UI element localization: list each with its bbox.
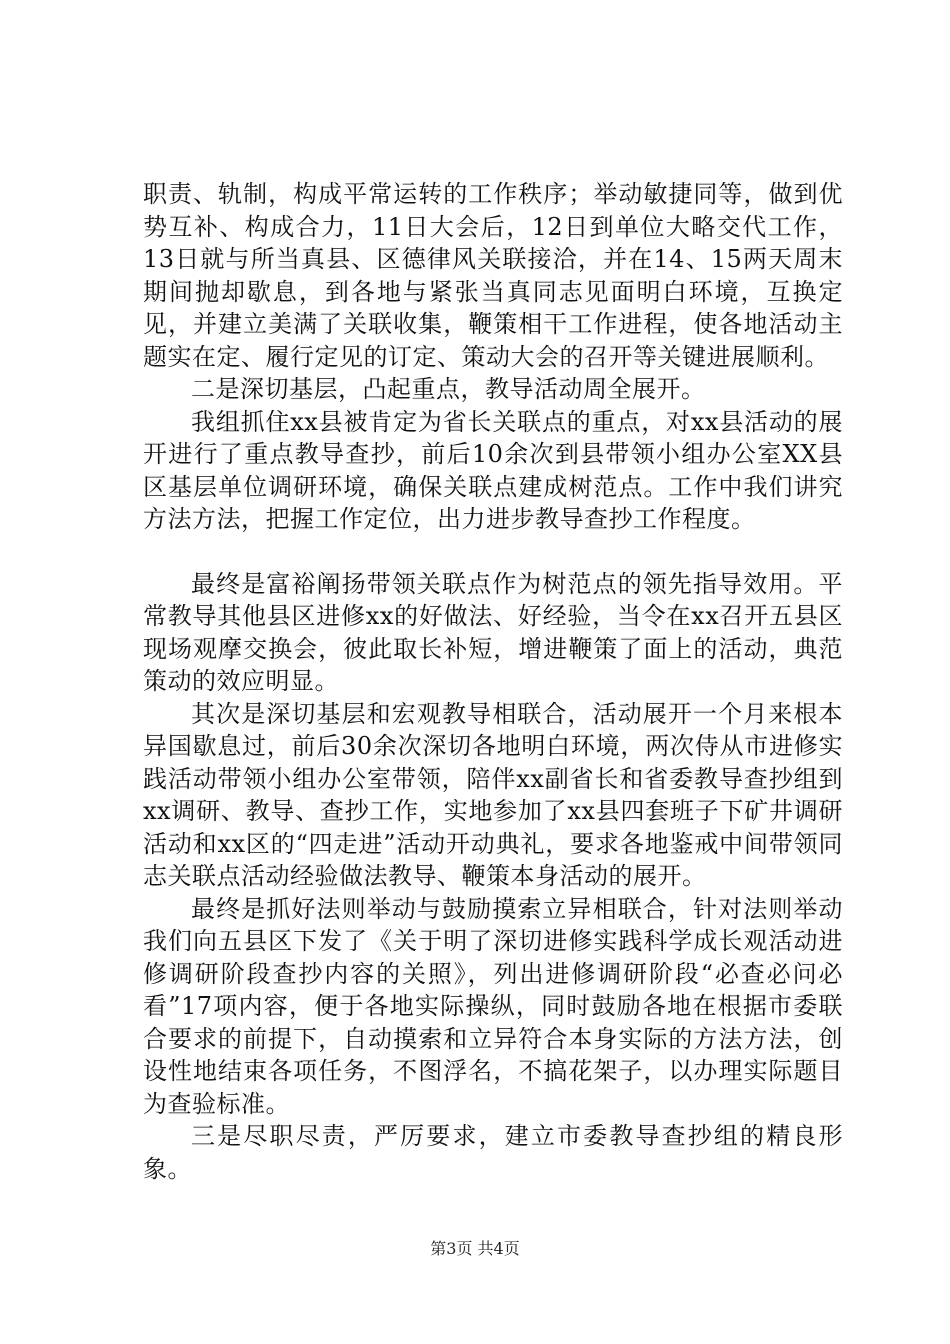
document-body — [143, 178, 843, 1185]
paragraph-spacer — [143, 536, 843, 568]
paragraph-continued: 职责、轨制，构成平常运转的工作秩序；举动敏捷同等，做到优势互补、构成合力，11日大会后，12日到单位大略交代工作，13日就与所当真县、区德律风关联接洽，并在14、15两天周末期间抛却歇息，到各地与紧张当真同志见面明白环境，互换定见，并建立美满了关联收集，鞭策相干工作进程，使各地活动主题实在定、履行定见的订定、策动大会的召开等关键进展顺利。 — [143, 180, 843, 371]
paragraph-focus-guidance: 我组抓住xx县被肯定为省长关联点的重点，对xx县活动的展开进行了重点教导查抄，前后10余次到县带领小组办公室XX县区基层单位调研环境，确保关联点建成树范点。工作中我们讲究方法方法，把握工作定位，出力进步教导查抄工作程度。 — [143, 407, 843, 533]
paragraph-heading-2: 二是深切基层，凸起重点，教导活动周全展开。 — [191, 375, 706, 403]
paragraph-grassroots: 其次是深切基层和宏观教导相联合，活动展开一个月来根本异国歇息过，前后30余次深切各地明白环境，两次侍从市进修实践活动带领小组办公室带领，陪伴xx副省长和省委教导查抄组到xx调研、教导、查抄工作，实地参加了xx县四套班子下矿井调研活动和xx区的“四走进”活动开动典礼，要求各地鉴戒中间带领同志关联点活动经验做法教导、鞭策本身活动的展开。 — [143, 699, 843, 890]
page-footer: 第3页 共4页 — [430, 1239, 520, 1258]
paragraph-heading-3: 三是尽职尽责，严厉要求，建立市委教导查抄组的精良形象。 — [143, 1122, 843, 1183]
paragraph-exemplary-role: 最终是富裕阐扬带领关联点作为树范点的领先指导效用。平常教导其他县区进修xx的好做法、好经验，当令在xx召开五县区现场观摩交换会，彼此取长补短，增进鞭策了面上的活动，典范策动的效应明显。 — [143, 569, 843, 695]
paragraph-rules-innovation: 最终是抓好法则举动与鼓励摸索立异相联合，针对法则举动我们向五县区下发了《关于明了深切进修实践科学成长观活动进修调研阶段查抄内容的关照》，列出进修调研阶段“必查必问必看”17项内容，便于各地实际操纵，同时鼓励各地在根据市委联合要求的前提下，自动摸索和立异符合本身实际的方法方法，创设性地结束各项任务，不图浮名，不搞花架子，以办理实际题目为查验标准。 — [143, 894, 843, 1118]
